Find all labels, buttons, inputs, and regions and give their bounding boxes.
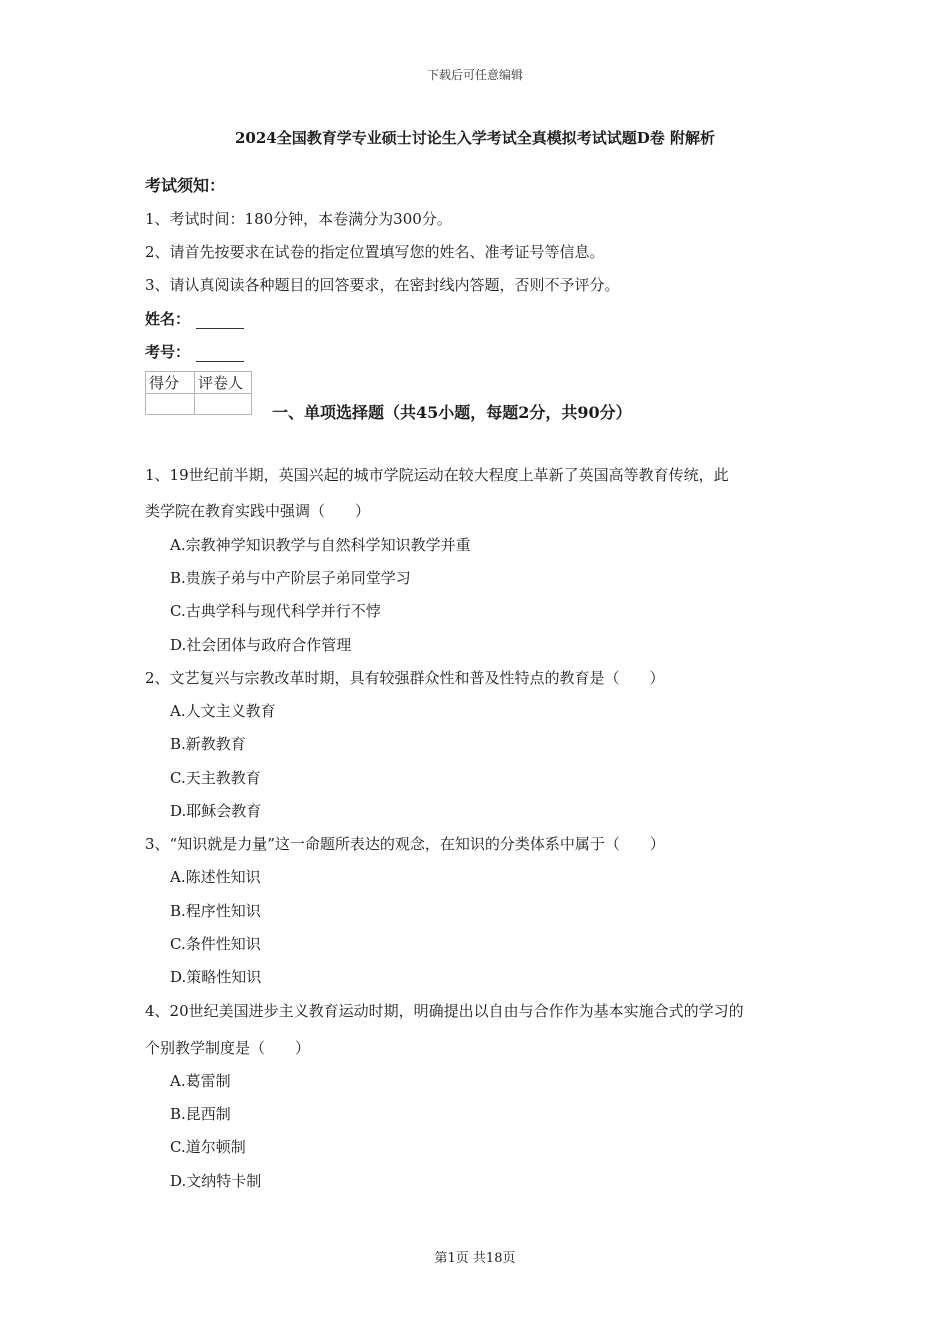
notice-heading: 考试须知： <box>145 176 226 195</box>
question-stem: 4、20世纪美国进步主义教育运动时期，明确提出以自由与合作作为基本实施合式的学习的 <box>145 1002 744 1020</box>
answer-option: A.葛雷制 <box>170 1072 231 1090</box>
answer-option: C.古典学科与现代科学并行不悖 <box>170 602 381 620</box>
grader-header: 评卷人 <box>195 372 252 394</box>
document-title: 2024全国教育学专业硕士讨论生入学考试全真模拟考试试题D卷 附解析 <box>235 129 715 147</box>
answer-option: A.宗教神学知识教学与自然科学知识教学并重 <box>170 536 471 554</box>
name-label: 姓名： <box>145 310 191 328</box>
name-field <box>145 308 244 329</box>
question-stem: 2、文艺复兴与宗教改革时期，具有较强群众性和普及性特点的教育是（ ） <box>145 669 665 687</box>
question-stem: 个别教学制度是（ ） <box>145 1039 311 1057</box>
question-stem: 类学院在教育实践中强调（ ） <box>145 502 371 520</box>
answer-option: B.贵族子弟与中产阶层子弟同堂学习 <box>170 569 411 587</box>
answer-option: C.道尔顿制 <box>170 1138 246 1156</box>
name-blank <box>196 312 244 329</box>
score-cell <box>146 394 195 415</box>
answer-option: B.新教教育 <box>170 735 246 753</box>
question-stem: 1、19世纪前半期，英国兴起的城市学院运动在较大程度上革新了英国高等教育传统，此 <box>145 466 729 484</box>
answer-option: A.陈述性知识 <box>170 868 261 886</box>
notice-item: 1、考试时间：180分钟，本卷满分为300分。 <box>145 210 452 228</box>
score-table <box>145 371 252 415</box>
answer-option: D.策略性知识 <box>170 968 262 986</box>
answer-option: D.文纳特卡制 <box>170 1172 262 1190</box>
grader-cell <box>195 394 252 415</box>
notice-item: 3、请认真阅读各种题目的回答要求，在密封线内答题，否则不予评分。 <box>145 276 620 294</box>
answer-option: A.人文主义教育 <box>170 702 276 720</box>
id-field <box>145 341 244 362</box>
page-footer: 第1页 共18页 <box>434 1251 516 1266</box>
id-blank <box>196 345 244 362</box>
section-heading: 一、单项选择题（共45小题，每题2分，共90分） <box>272 403 632 422</box>
score-header: 得分 <box>146 372 195 394</box>
answer-option: B.昆西制 <box>170 1105 231 1123</box>
notice-item: 2、请首先按要求在试卷的指定位置填写您的姓名、准考证号等信息。 <box>145 243 605 261</box>
header-note: 下载后可任意编辑 <box>426 68 523 82</box>
answer-option: C.条件性知识 <box>170 935 261 953</box>
question-stem: 3、“知识就是力量”这一命题所表达的观念，在知识的分类体系中属于（ ） <box>145 835 665 853</box>
answer-option: C.天主教教育 <box>170 769 261 787</box>
answer-option: B.程序性知识 <box>170 902 261 920</box>
answer-option: D.耶稣会教育 <box>170 802 262 820</box>
answer-option: D.社会团体与政府合作管理 <box>170 636 352 654</box>
id-label: 考号： <box>145 343 191 361</box>
